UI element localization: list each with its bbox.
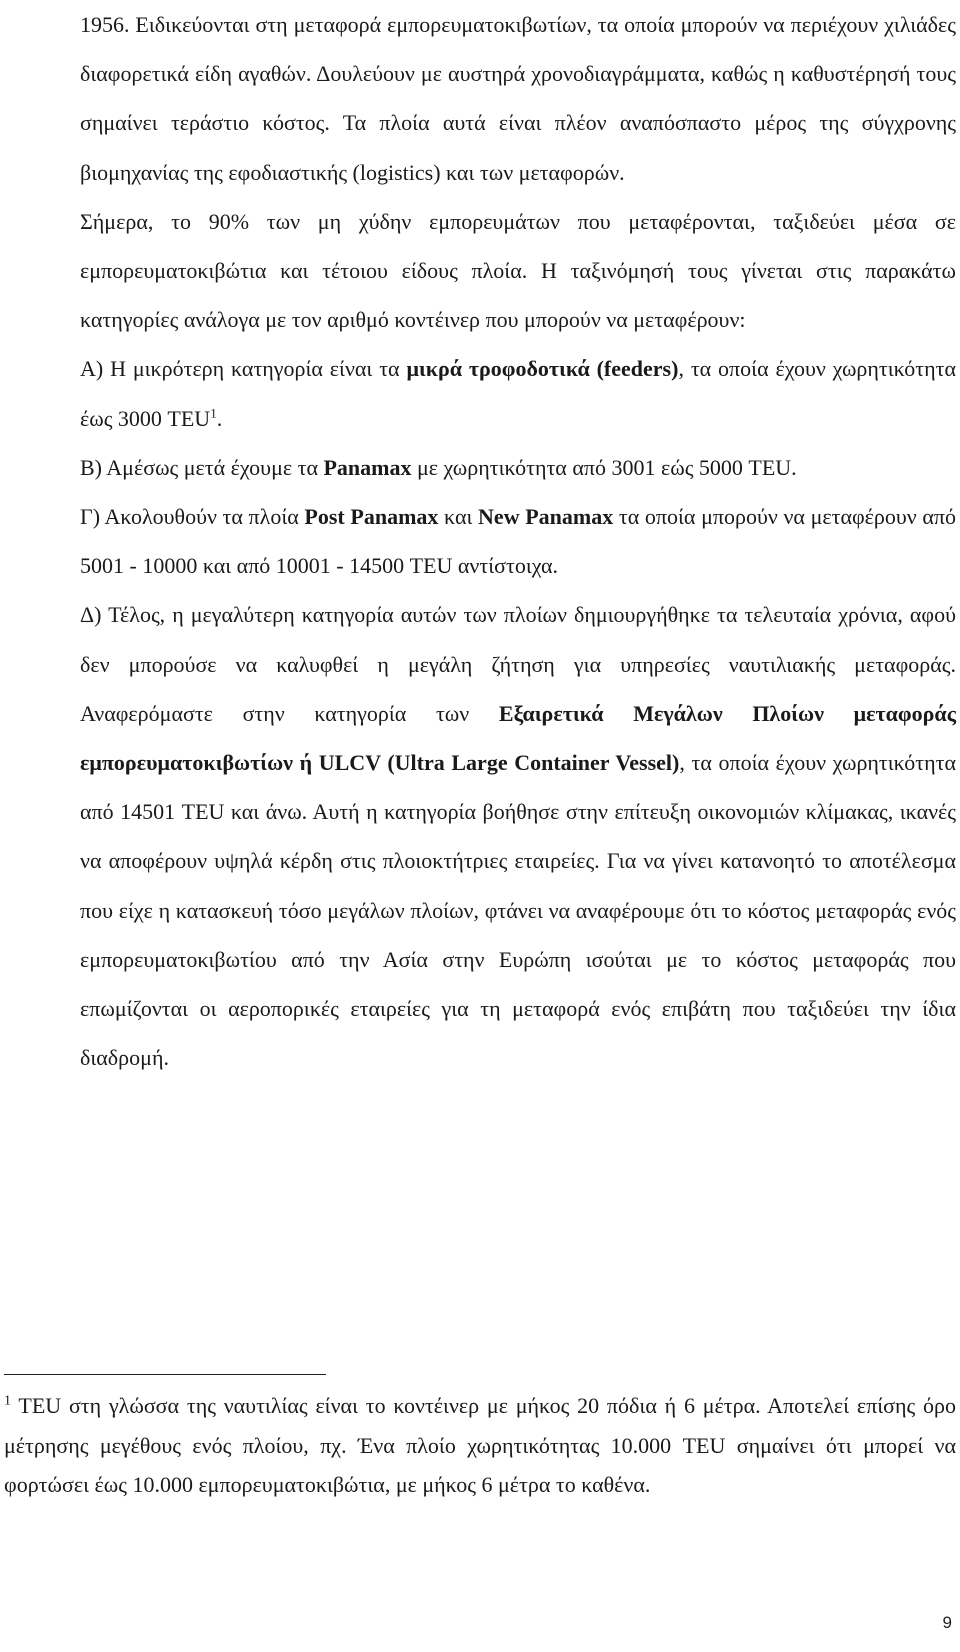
category-a-suffix: , τα οποία έχουν χωρητικότητα έως 3000 TEU [80,356,956,431]
category-b-paragraph [80,443,956,492]
category-c-mid: και [438,504,479,530]
category-c-suffix: τα οποία μπορούν να μεταφέρουν από 5001 - 10000 και από 10001 - 14500 TEU αντίστοιχα. [80,504,957,579]
intro-text: 1956. Ειδικεύονται στη μεταφορά εμπορευματοκιβωτίων, τα οποία μπορούν να περιέχουν χιλιάδες διαφορετικά είδη αγαθών. Δουλεύουν με αυστηρά χρονοδιαγράμματα, καθώς η καθυστέρησή τους σημαίνει τεράστιο κόστος. Τα πλοία αυτά είναι πλέον αναπόσπαστο μέρος της σύγχρονης βιομηχανίας της εφοδιαστικής (logistics) και των μεταφορών. [80,12,956,185]
category-d-suffix: , τα οποία έχουν χωρητικότητα από 14501 TEU και άνω. Αυτή η κατηγορία βοήθησε στην επίτευξη οικονομιών κλίμακας, ικανές να αποφέρουν υψηλά κέρδη στις πλοιοκτήτριες εταιρείες. Για να γίνει κατανοητό το αποτέλεσμα που είχε η κατασκευή τόσο μεγάλων πλοίων, φτάνει να αναφέρουμε ότι το κόστος μεταφοράς ενός εμπορευματοκιβωτίου από την Ασία στην Ευρώπη ισούται με το κόστος μεταφοράς που επωμίζονται οι αεροπορικές εταιρείες για τη μεταφορά ενός επιβάτη που ταξιδεύει την ίδια διαδρομή. [80,750,957,1071]
category-b-suffix: με χωρητικότητα από 3001 εώς 5000 TEU. [411,454,797,480]
footnote-marker: 1 [4,1393,11,1409]
footnote-text: TEU στη γλώσσα της ναυτιλίας είναι το κοντέινερ με μήκος 20 πόδια ή 6 μέτρα. Αποτελεί επίσης όρο μέτρησης μεγέθους ενός πλοίου, πχ. Ένα πλοίο χωρητικότητας 10.000 TEU σημαίνει ότι μπορεί να φορτώσει έως 10.000 εμπορευματοκιβώτια, με μήκος 6 μέτρα το καθένα. [4,1393,956,1497]
category-a-end: . [216,405,223,431]
category-c-prefix: Γ) Ακολουθούν τα πλοία [80,504,305,530]
category-c-term-1: Post Panamax [304,504,439,530]
category-a-prefix: Α) Η μικρότερη κατηγορία είναι τα [80,356,407,382]
intro-paragraph [80,0,956,197]
category-c-term-2: New Panamax [478,504,614,530]
page-number: 9 [942,1613,952,1632]
category-a-paragraph [80,344,956,442]
category-c-paragraph [80,492,956,590]
classification-paragraph [80,197,956,345]
footnote [4,1386,956,1505]
footnote-separator [4,1374,326,1375]
classification-text: Σήμερα, το 90% των μη χύδην εμπορευμάτων που μεταφέρονται, ταξιδεύει μέσα σε εμπορευματοκιβώτια και τέτοιου είδους πλοία. Η ταξινόμησή τους γίνεται στις παρακάτω κατηγορίες ανάλογα με τον αριθμό κοντέινερ που μπορούν να μεταφέρουν: [80,208,956,333]
category-a-term: μικρά τροφοδοτικά [406,356,590,382]
category-d-term: Εξαιρετικά Μεγάλων Πλοίων μεταφοράς εμπορευματοκιβωτίων ή ULCV (Ultra Large Container Vessel) [80,700,956,776]
category-a-space [590,356,597,381]
footnote-reference[interactable]: 1 [210,405,217,421]
category-d-paragraph [80,590,956,1082]
category-d-prefix: Δ) Τέλος, η μεγαλύτερη κατηγορία αυτών των πλοίων δημιουργήθηκε τα τελευταία χρόνια, αφού δεν μπορούσε να καλυφθεί η μεγάλη ζήτηση για υπηρεσίες ναυτιλιακής μεταφοράς. Αναφερόμαστε στην κατηγορία των [80,602,956,726]
category-a-term-en: (feeders) [596,356,679,382]
category-b-term: Panamax [323,454,412,480]
document-body [80,0,956,1082]
category-b-prefix: Β) Αμέσως μετά έχουμε τα [80,454,324,480]
